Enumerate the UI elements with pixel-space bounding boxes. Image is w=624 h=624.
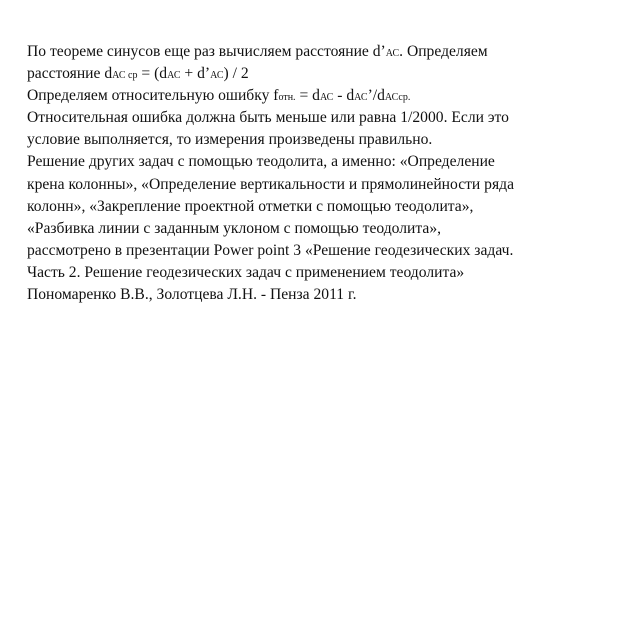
text-line-12: Пономаренко В.В., Золотцева Л.Н. - Пенза 2011 г. (27, 286, 357, 304)
subscript-text: АС (210, 70, 224, 82)
text-line-4: Относительная ошибка должна быть меньше или равна 1/2000. Если это (27, 109, 509, 127)
subscript-text: АС (319, 92, 334, 104)
text-line-6: Решение других задач с помощью теодолита, а именно: «Определение (27, 153, 495, 171)
text-line-8: колонн», «Закрепление проектной отметки с помощью теодолита», (27, 197, 474, 215)
subscript-text: АС (167, 70, 181, 82)
subscript-text: АС (385, 48, 400, 59)
text-span: = (d (137, 65, 168, 83)
text-span: ’/d (367, 87, 385, 105)
text-span: расстояние d (27, 65, 113, 83)
text-line-11: Часть 2. Решение геодезических задач с применением теодолита» (27, 263, 465, 281)
text-line-10: рассмотрено в презентации Power point 3 «Решение геодезических задач. (27, 241, 514, 259)
body-text (27, 41, 612, 306)
text-span: = d (295, 87, 320, 105)
text-span: ) / 2 (223, 65, 249, 83)
text-line-5: условие выполняется, то измерения произведены правильно. (27, 131, 433, 149)
text-span: + d’ (180, 65, 211, 83)
text-span: Определяем относительную ошибку f (27, 87, 279, 105)
text-line-2 (27, 63, 612, 85)
text-span: По теореме синусов еще раз вычисляем расстояние d’ (27, 43, 386, 60)
subscript-text: отн. (278, 92, 296, 104)
subscript-text: АСср. (384, 92, 411, 104)
text-span: - d (333, 87, 355, 105)
subscript-text: АС (354, 92, 368, 104)
text-line-9: «Разбивка линии с заданным уклоном с помощью теодолита», (27, 219, 442, 237)
text-span: . Определяем (399, 43, 488, 60)
text-line-7: крена колонны», «Определение вертикальности и прямолинейности ряда (27, 175, 514, 193)
text-line-3 (27, 85, 612, 107)
text-line-1 (27, 41, 612, 63)
subscript-text: АС ср (112, 70, 138, 82)
